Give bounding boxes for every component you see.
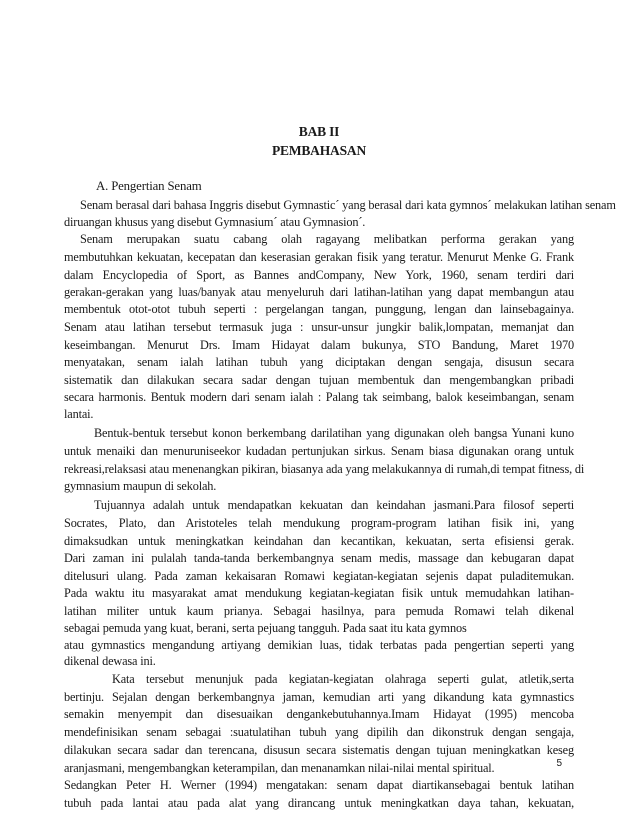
text-line: sebagai pemuda yang kuat, berani, serta pejuang tangguh. Pada saat itu kata gymnos xyxy=(64,621,467,635)
text-line: mendefinisikan senam sebagai :suatulatihan tubuh yang dipilih dan dikonstruk dengan sengaja, xyxy=(64,725,574,739)
text-line: sistematik dan dilakukan secara sadar dengan tujuan membentuk dan mengembangkan pribadi xyxy=(64,373,574,387)
text-line: Socrates, Plato, dan Aristoteles telah mendukung program-program latihan fisik ini, yang xyxy=(64,516,574,530)
text-line: lantai. xyxy=(64,407,94,421)
text-line: Senam merupakan suatu cabang olah ragayang melibatkan performa gerakan yang xyxy=(80,232,574,246)
text-line: gymnasium maupun di sekolah. xyxy=(64,479,217,493)
text-line: bertinju. Sejalan dengan berkembangnya jaman, kemudian arti yang dikandung kata gymnastics xyxy=(64,690,574,704)
text-line: diruangan khusus yang disebut Gymnasium´ atau Gymnasion´. xyxy=(64,215,366,229)
text-line: atau gymnastics mengandung artiyang demikian luas, tidak terbatas pada pengertian seperti yang xyxy=(64,638,574,652)
section-heading: A. Pengertian Senam xyxy=(96,179,202,193)
text-line: semakin menyempit dan disesuaikan dengankebutuhannya.Imam Hidayat (1995) mencoba xyxy=(64,707,574,721)
text-line: latihan militer untuk kaum prianya. Sebagai hasilnya, para pemuda Romawi telah dikenal xyxy=(64,604,574,618)
text-line: aranjasmani, mengembangkan keterampilan, dan menanamkan nilai-nilai mental spiritual. xyxy=(64,761,495,775)
chapter-label: BAB II xyxy=(298,124,340,139)
text-line: Tujuannya adalah untuk mendapatkan kekuatan dan keindahan jasmani.Para filosof seperti xyxy=(94,498,574,512)
text-line: dalam Encyclopedia of Sport, as Bannes andCompany, New York, 1960, senam terdiri dari xyxy=(64,268,574,282)
text-line: dikenal dewasa ini. xyxy=(64,654,156,668)
text-line: menyatakan, senam ialah latihan tubuh yang diciptakan dengan sengaja, disusun secara xyxy=(64,355,574,369)
text-line: membentuk otot-otot tubuh seperti : pergelangan tangan, punggung, lengan dan lainsebagainya. xyxy=(64,302,574,316)
text-line: membutuhkan kekuatan, kecepatan dan keserasian gerakan fisik yang teratur. Menurut Menke G. Frank xyxy=(64,250,574,264)
text-line: rekreasi,relaksasi atau menenangkan pikiran, biasanya ada yang melakukannya di rumah,di tempat fitness, di xyxy=(64,462,585,476)
text-line: Bentuk-bentuk tersebut konon berkembang darilatihan yang digunakan oleh bangsa Yunani kuno xyxy=(94,426,574,440)
text-line: keseimbangan. Menurut Drs. Imam Hidayat dalam bukunya, STO Bandung, Maret 1970 xyxy=(64,338,574,352)
text-line: dilakukan secara sadar dan terencana, disusun secara sistematis dengan tujuan meningkatkan keseg xyxy=(64,743,574,757)
text-line: gerakan-gerakan yang luas/banyak atau menyeluruh dari latihan-latihan yang dapat membangun atau xyxy=(64,285,574,299)
text-line: untuk menaiki dan menuruniseekor kudadan pertunjukan sirkus. Senam biasa digunakan orang untuk xyxy=(64,444,574,458)
text-line: Dari zaman ini pulalah tanda-tanda berkembangnya senam medis, massage dan kebugaran dapat xyxy=(64,551,574,565)
text-line: Kata tersebut menunjuk pada kegiatan-kegiatan olahraga seperti gulat, atletik,serta xyxy=(112,672,574,686)
text-line: dimaksudkan untuk meningkatkan keindahan dan kecantikan, kekuatan, serta efisiensi gerak. xyxy=(64,534,574,548)
text-line: tubuh pada lantai atau pada alat yang dirancang untuk meningkatkan daya tahan, kekuatan, xyxy=(64,796,574,810)
chapter-title: PEMBAHASAN xyxy=(271,143,366,158)
text-line: Pada waktu itu masyarakat amat mendukung kegiatan-kegiatan fisik untuk memudahkan latihan- xyxy=(64,586,574,600)
text-line: ditelusuri ulang. Pada zaman kekaisaran Romawi kegiatan-kegiatan sejenis dapat puladitemukan. xyxy=(64,569,574,583)
text-line: secara harmonis. Bentuk modern dari senam ialah : Palang tak seimbang, balok keseimbangan, senam xyxy=(64,390,574,404)
page-number: 5 xyxy=(556,758,562,769)
text-line: Senam berasal dari bahasa Inggris disebut Gymnastic´ yang berasal dari kata gymnos´ melakukan latihan senam xyxy=(80,198,616,212)
text-line: Sedangkan Peter H. Werner (1994) mengatakan: senam dapat diartikansebagai bentuk latihan xyxy=(64,778,574,792)
text-line: Senam atau latihan tersebut termasuk juga : unsur-unsur jungkir balik,lompatan, memanjat dan xyxy=(64,320,574,334)
